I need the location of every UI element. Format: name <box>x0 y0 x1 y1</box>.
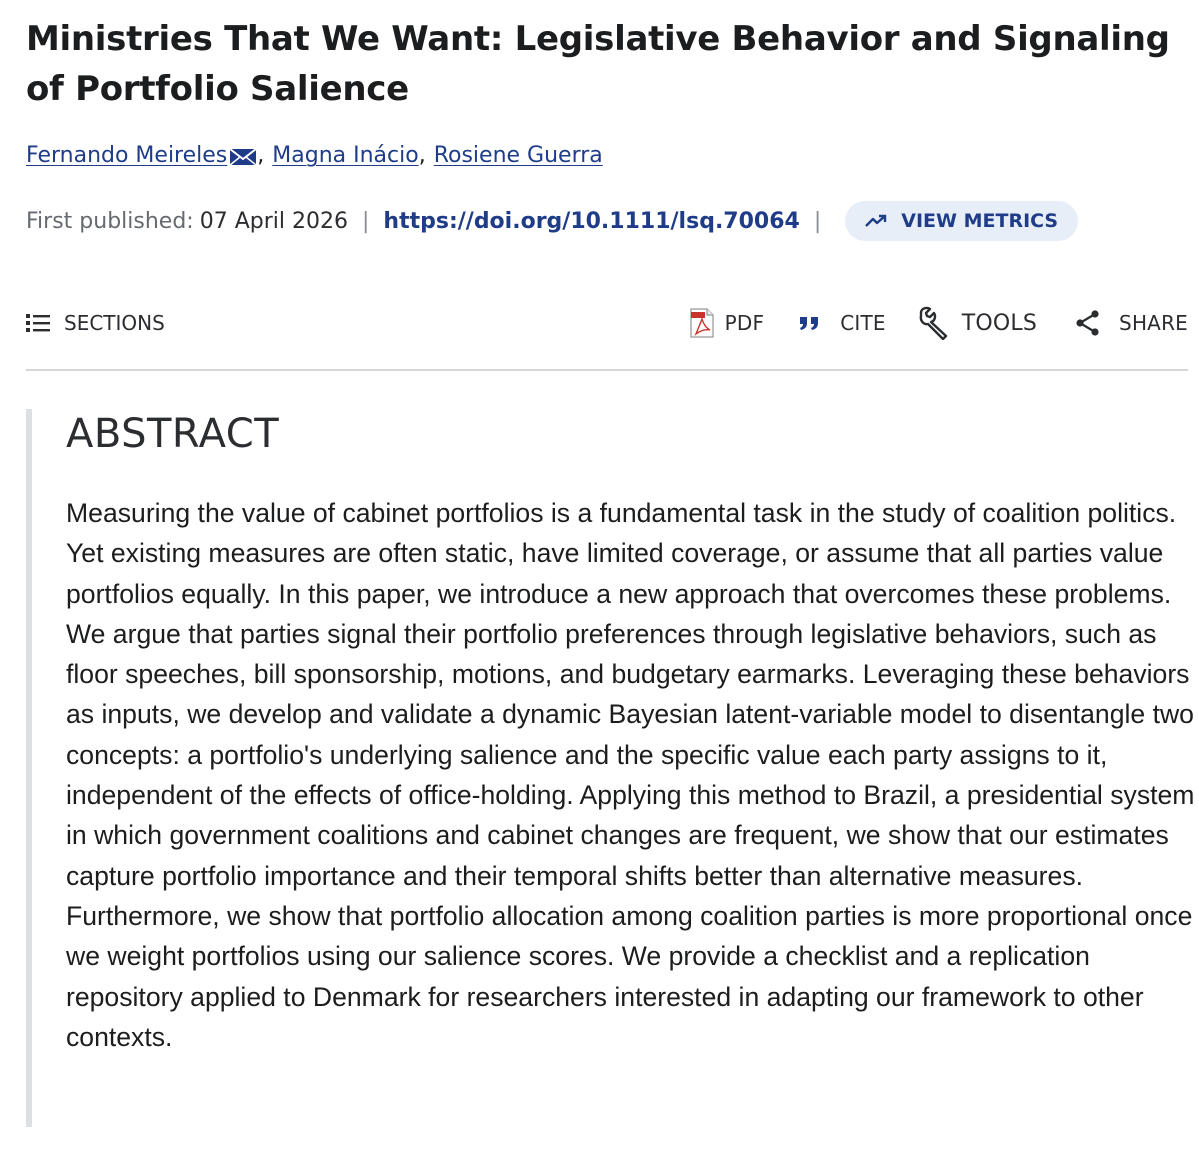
cite-button[interactable] <box>798 311 886 335</box>
article-page <box>26 0 1195 1052</box>
author-list <box>26 141 1188 171</box>
envelope-icon[interactable] <box>229 146 257 166</box>
article-toolbar <box>26 300 1188 346</box>
author-link-inacio[interactable]: Magna Inácio <box>272 143 419 168</box>
first-published-date: 07 April 2026 <box>199 208 348 234</box>
author-link-guerra[interactable]: Rosiene Guerra <box>433 143 603 168</box>
pdf-label: PDF <box>724 311 765 335</box>
article-title: Ministries That We Want: Legislative Behavior and Signaling of Portfolio Salience <box>26 19 1170 109</box>
share-label: SHARE <box>1119 311 1188 335</box>
trending-up-icon <box>865 214 887 228</box>
author-separator: , <box>418 143 426 168</box>
toolbar-divider <box>26 369 1188 371</box>
sections-label: SECTIONS <box>64 311 165 335</box>
pdf-button[interactable] <box>689 308 765 338</box>
quote-icon <box>798 315 822 331</box>
abstract-heading: ABSTRACT <box>66 411 280 457</box>
list-icon <box>26 313 50 333</box>
publication-meta <box>26 201 1188 241</box>
cite-label: CITE <box>840 311 886 335</box>
first-published-label: First published: <box>26 208 194 234</box>
abstract-text: Measuring the value of cabinet portfolios is a fundamental task in the study of coalition politics. Yet existing measures are often static, have limited coverage, or assume that all parties value portfolios equally. In this paper, we introduce a new approach that overcomes these problems. We argue that parties signal their portfolio preferences through legislative behaviors, such as floor speeches, bill sponsorship, motions, and budgetary earmarks. Leveraging these behaviors as inputs, we develop and validate a dynamic Bayesian latent-variable model to disentangle two concepts: a portfolio's underlying salience and the specific value each party assigns to it, independent of the effects of office-holding. Applying this method to Brazil, a presidential system in which government coalitions and cabinet changes are frequent, we show that our estimates capture portfolio importance and their temporal shifts better than alternative measures. Furthermore, we show that portfolio allocation among coalition parties is more proportional once we weight portfolios using our salience scores. We provide a checklist and a replication repository applied to Denmark for researchers interested in adapting our framework to other contexts. <box>66 498 1195 1052</box>
meta-divider: | <box>361 208 370 234</box>
pdf-file-icon <box>689 308 715 338</box>
view-metrics-label: VIEW METRICS <box>901 210 1059 232</box>
toolbar-actions <box>689 306 1188 340</box>
meta-divider: | <box>813 208 822 234</box>
share-button[interactable] <box>1075 310 1188 336</box>
doi-link[interactable]: https://doi.org/10.1111/lsq.70064 <box>383 208 800 234</box>
abstract-section <box>26 409 1194 1127</box>
view-metrics-button[interactable] <box>845 201 1078 241</box>
sections-button[interactable] <box>26 311 165 335</box>
author-separator: , <box>257 143 265 168</box>
wrench-icon <box>916 306 950 340</box>
share-icon <box>1075 310 1101 336</box>
tools-label: TOOLS <box>961 310 1038 336</box>
tools-button[interactable] <box>916 306 1037 340</box>
author-link-meireles[interactable]: Fernando Meireles <box>26 143 228 168</box>
